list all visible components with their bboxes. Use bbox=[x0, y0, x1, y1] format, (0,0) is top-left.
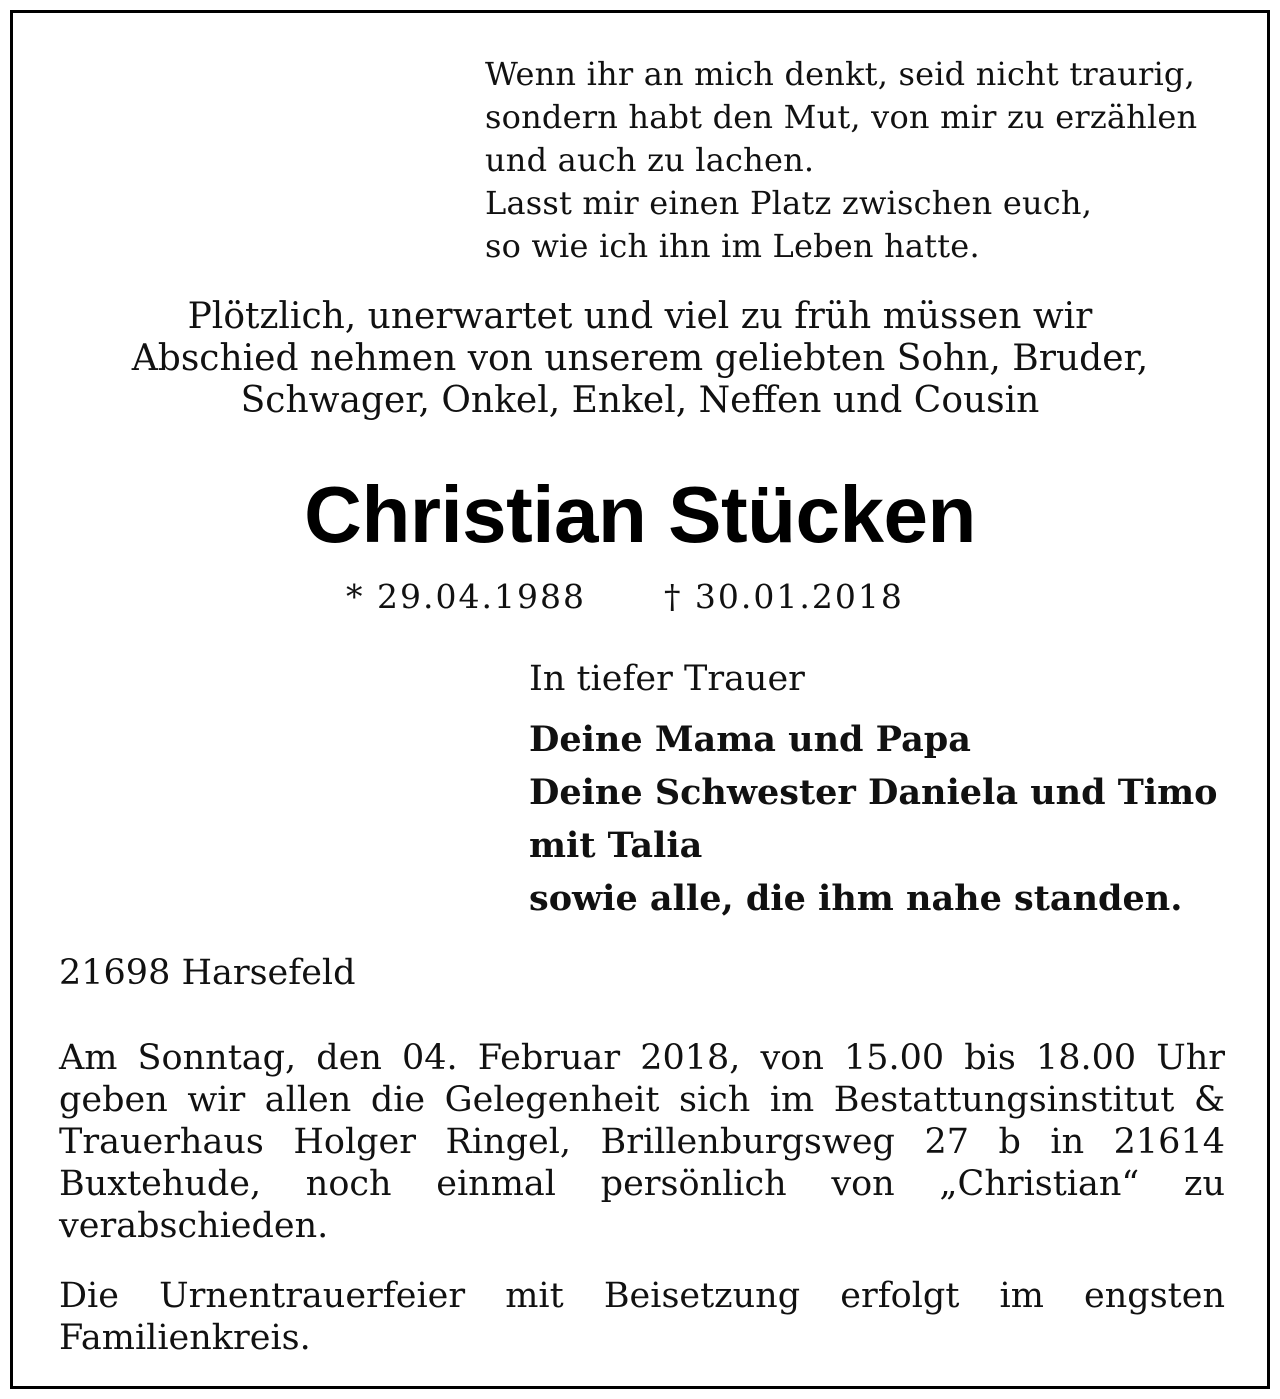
death-date: † 30.01.2018 bbox=[663, 577, 904, 616]
place-of-residence: 21698 Harsefeld bbox=[59, 953, 356, 993]
mourning-label: In tiefer Trauer bbox=[529, 659, 805, 699]
obituary-frame bbox=[10, 10, 1270, 1389]
poem-line: so wie ich ihn im Leben hatte. bbox=[485, 227, 980, 265]
mourner-line: Deine Mama und Papa bbox=[529, 719, 971, 760]
poem bbox=[485, 53, 1197, 268]
mourners-list bbox=[529, 713, 1217, 925]
mourner-line: Deine Schwester Daniela und Timo bbox=[529, 772, 1218, 813]
intro-text bbox=[13, 296, 1267, 422]
mourner-line: mit Talia bbox=[529, 825, 703, 866]
poem-line: und auch zu lachen. bbox=[485, 141, 815, 179]
intro-line: Schwager, Onkel, Enkel, Neffen und Cousin bbox=[240, 380, 1040, 421]
life-dates bbox=[346, 575, 904, 619]
poem-line: sondern habt den Mut, von mir zu erzählen bbox=[485, 98, 1198, 136]
poem-line: Lasst mir einen Platz zwischen euch, bbox=[485, 184, 1093, 222]
farewell-notice: Am Sonntag, den 04. Februar 2018, von 15.00 bis 18.00 Uhr geben wir allen die Gelegenheit sich im Bestattungsinstitut & Trauerhaus Holger Ringel, Brillenburgsweg 27 b in 21614 Buxtehude, noch einmal persönlich von „Christian“ zu verabschieden. bbox=[59, 1038, 1225, 1246]
deceased-name: Christian Stücken bbox=[304, 470, 976, 559]
birth-date: * 29.04.1988 bbox=[346, 577, 586, 616]
poem-line: Wenn ihr an mich denkt, seid nicht traurig, bbox=[485, 55, 1195, 93]
intro-line: Abschied nehmen von unserem geliebten Sohn, Bruder, bbox=[131, 338, 1149, 379]
ceremony-notice: Die Urnentrauerfeier mit Beisetzung erfolgt im engsten Familienkreis. bbox=[59, 1276, 1225, 1358]
mourner-line: sowie alle, die ihm nahe standen. bbox=[529, 878, 1183, 919]
intro-line: Plötzlich, unerwartet und viel zu früh müssen wir bbox=[187, 296, 1093, 337]
